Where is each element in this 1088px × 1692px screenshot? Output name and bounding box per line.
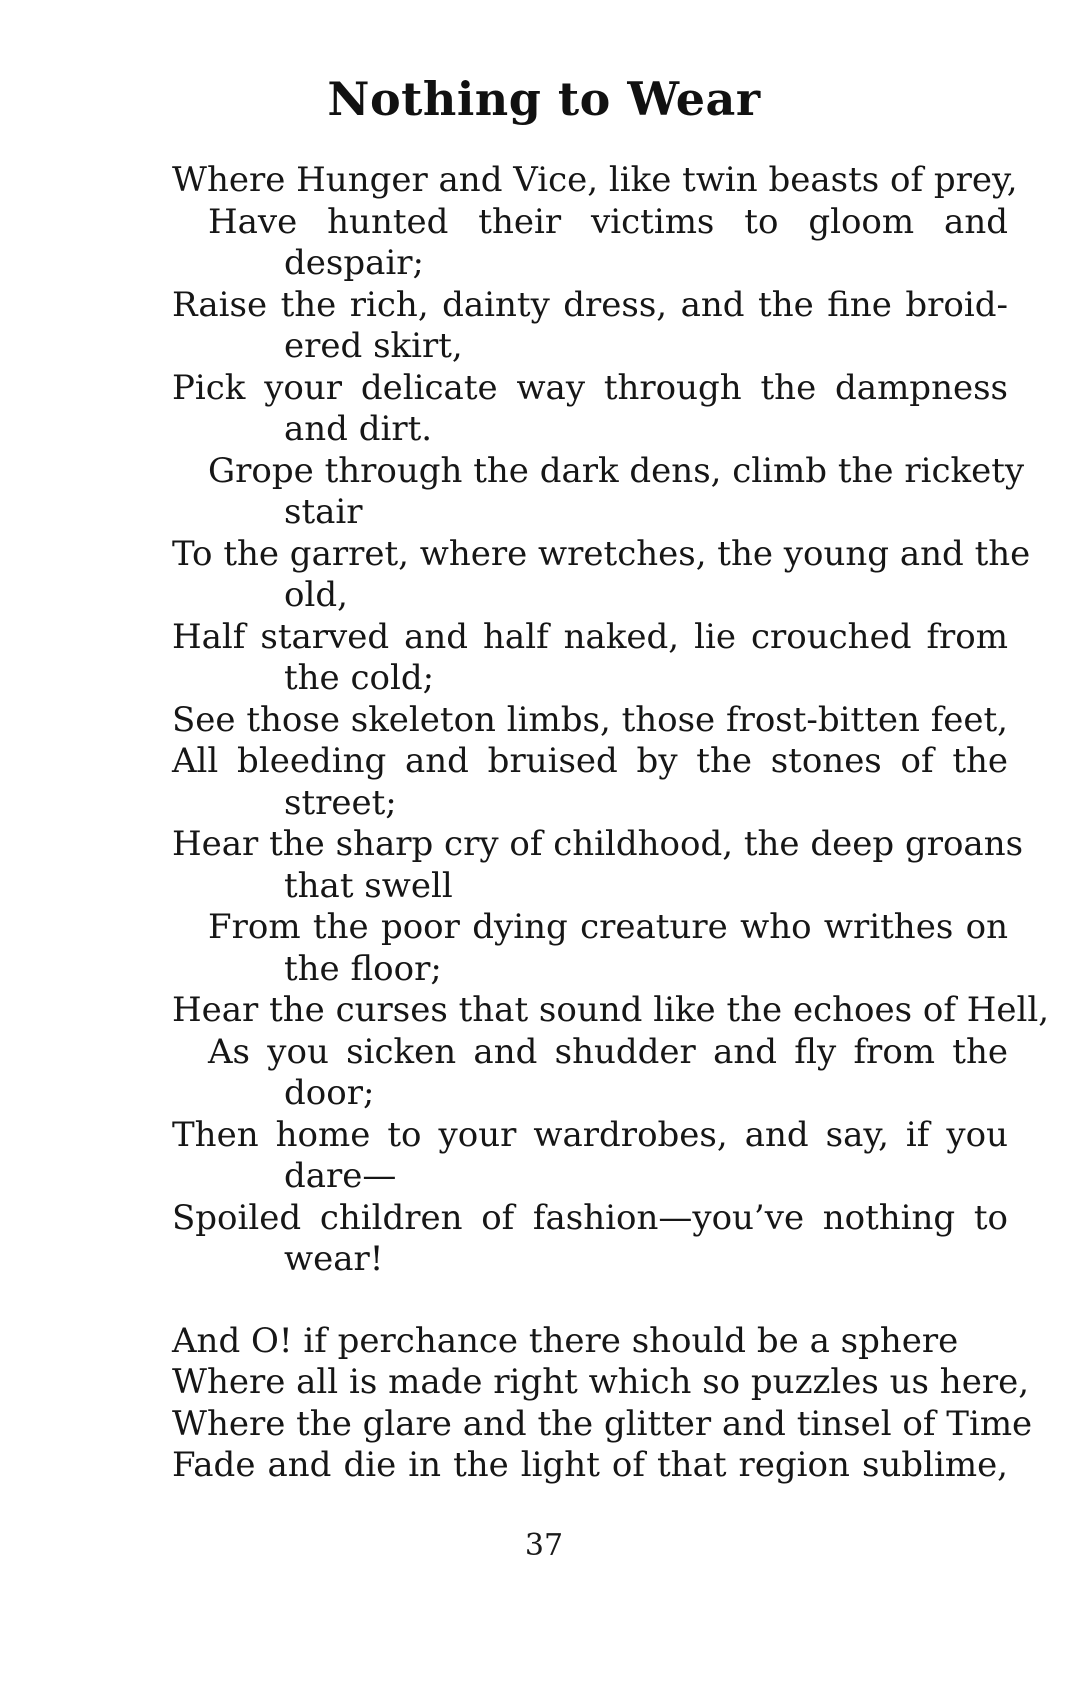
poem-line: Hear the sharp cry of childhood, the deep groans: [172, 824, 1024, 864]
poem-line-continuation: that swell: [284, 865, 453, 906]
poem-line: All bleeding and bruised by the stones of the: [172, 741, 1008, 781]
poem-line: Then home to your wardrobes, and say, if you: [172, 1114, 1008, 1155]
poem-line: See those skeleton limbs, those frost-bitten feet,: [172, 699, 1008, 740]
stanza-break: [172, 1281, 1008, 1321]
poem-line: Where Hunger and Vice, like twin beasts of prey,: [172, 160, 1018, 200]
poem-line-continuation: and dirt.: [284, 409, 433, 449]
poem-line: Raise the rich, dainty dress, and the fine broid-: [172, 284, 1008, 325]
poem-line: Fade and die in the light of that region sublime,: [172, 1445, 1008, 1485]
poem-line: From the poor dying creature who writhes on: [208, 907, 1008, 947]
poem-line: Spoiled children of fashion—you’ve nothing to: [172, 1197, 1008, 1238]
poem-line-continuation: the cold;: [284, 658, 435, 698]
poem-line: To the garret, where wretches, the young and the: [172, 533, 1031, 574]
poem-body: [172, 160, 1050, 1487]
poem-line-continuation: the floor;: [284, 948, 442, 989]
poem-line: Where all is made right which so puzzles us here,: [172, 1362, 1030, 1402]
poem-title: Nothing to Wear: [327, 72, 761, 126]
poem-line: Half starved and half naked, lie crouched from: [172, 616, 1008, 657]
poem-line: And O! if perchance there should be a sphere: [172, 1320, 959, 1361]
poem-line-continuation: door;: [284, 1073, 375, 1113]
page-number: 37: [524, 1528, 564, 1563]
poem-line: Have hunted their victims to gloom and: [208, 201, 1008, 242]
poem-line: Pick your delicate way through the dampness: [172, 367, 1008, 408]
poem-line-continuation: street;: [284, 782, 397, 823]
poem-line-continuation: ered skirt,: [284, 326, 463, 366]
poem-line: Hear the curses that sound like the echoes of Hell,: [172, 990, 1050, 1030]
poem-line-continuation: wear!: [284, 1239, 384, 1279]
poem-line-continuation: dare—: [284, 1156, 397, 1196]
poem-line-continuation: old,: [284, 575, 348, 615]
poem-line: As you sicken and shudder and fly from the: [208, 1031, 1008, 1072]
poem-line: Where the glare and the glitter and tinsel of Time: [172, 1403, 1033, 1444]
poem-line-continuation: stair: [284, 492, 363, 532]
poem-line-continuation: despair;: [284, 243, 424, 283]
poem-line: Grope through the dark dens, climb the rickety: [208, 450, 1025, 491]
